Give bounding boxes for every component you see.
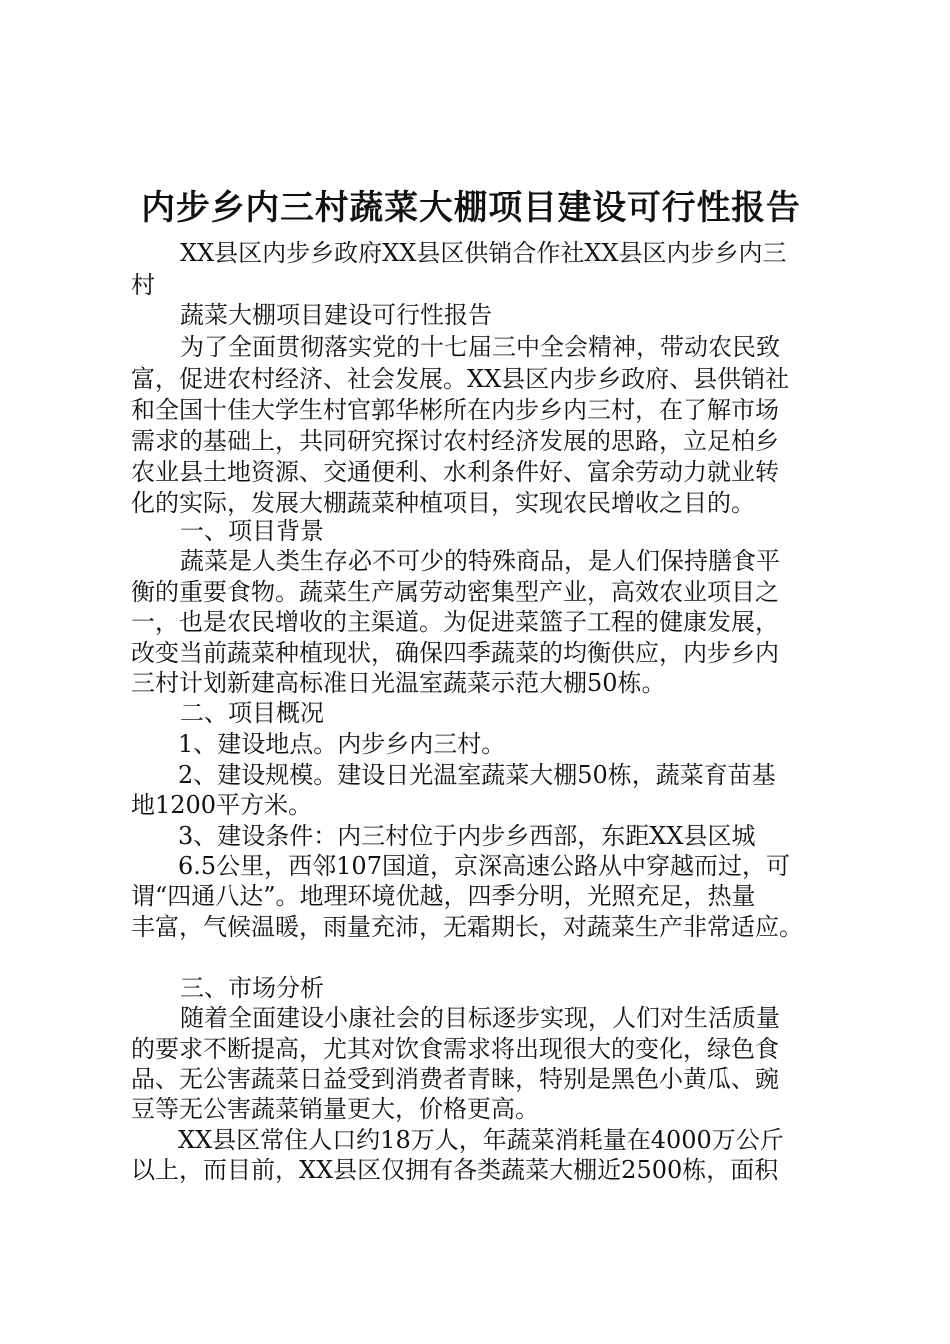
- paragraph-line: 需求的基础上，共同研究探讨农村经济发展的思路，立足柏乡: [131, 427, 779, 455]
- paragraph-line: 6.5公里，西邻107国道，京深高速公路从中穿越而过，可: [178, 852, 790, 880]
- paragraph-line: 一，也是农民增收的主渠道。为促进菜篮子工程的健康发展，: [131, 608, 779, 636]
- paragraph-line: 2、建设规模。建设日光温室蔬菜大棚50栋，蔬菜育苗基: [178, 761, 776, 789]
- paragraph-line: 谓“四通八达”。地理环境优越，四季分明，光照充足，热量: [131, 882, 756, 910]
- paragraph-line: 以上，而目前，XX县区仅拥有各类蔬菜大棚近2500栋，面积: [131, 1156, 779, 1184]
- paragraph-line: 地1200平方米。: [131, 791, 313, 819]
- paragraph-line: 的要求不断提高，尤其对饮食需求将出现很大的变化，绿色食: [131, 1035, 779, 1063]
- paragraph-line: XX县区常住人口约18万人，年蔬菜消耗量在4000万公斤: [178, 1126, 784, 1154]
- paragraph-line: 豆等无公害蔬菜销量更大，价格更高。: [131, 1095, 539, 1123]
- paragraph-line: 富，促进农村经济、社会发展。XX县区内步乡政府、县供销社: [131, 365, 790, 393]
- paragraph-line: XX县区内步乡政府XX县区供销合作社XX县区内步乡内三: [180, 239, 787, 267]
- paragraph-line: 衡的重要食物。蔬菜生产属劳动密集型产业，高效农业项目之: [131, 578, 779, 606]
- paragraph-line: 改变当前蔬菜种植现状，确保四季蔬菜的均衡供应，内步乡内: [131, 639, 779, 667]
- paragraph-line: 随着全面建设小康社会的目标逐步实现，人们对生活质量: [180, 1004, 780, 1032]
- paragraph-line: 丰富，气候温暖，雨量充沛，无霜期长，对蔬菜生产非常适应。: [131, 913, 803, 941]
- paragraph-line: 村: [131, 271, 155, 299]
- paragraph-line: 品、无公害蔬菜日益受到消费者青睐，特别是黑色小黄瓜、豌: [131, 1065, 779, 1093]
- paragraph-line: 三村计划新建高标准日光温室蔬菜示范大棚50栋。: [131, 669, 666, 697]
- section-heading: 三、市场分析: [180, 974, 324, 1002]
- section-heading: 二、项目概况: [180, 699, 324, 727]
- document-title: 内步乡内三村蔬菜大棚项目建设可行性报告: [141, 188, 801, 228]
- paragraph-line: 蔬菜是人类生存必不可少的特殊商品，是人们保持膳食平: [180, 547, 780, 575]
- paragraph-line: 蔬菜大棚项目建设可行性报告: [180, 301, 492, 329]
- section-heading: 一、项目背景: [180, 517, 324, 545]
- paragraph-line: 1、建设地点。内步乡内三村。: [178, 730, 506, 758]
- paragraph-line: 3、建设条件：内三村位于内步乡西部，东距XX县区城: [178, 822, 756, 850]
- paragraph-line: 和全国十佳大学生村官郭华彬所在内步乡内三村，在了解市场: [131, 396, 779, 424]
- paragraph-line: 为了全面贯彻落实党的十七届三中全会精神，带动农民致: [180, 333, 780, 361]
- paragraph-line: 化的实际，发展大棚蔬菜种植项目，实现农民增收之目的。: [131, 489, 755, 517]
- paragraph-line: 农业县土地资源、交通便利、水利条件好、富余劳动力就业转: [131, 458, 779, 486]
